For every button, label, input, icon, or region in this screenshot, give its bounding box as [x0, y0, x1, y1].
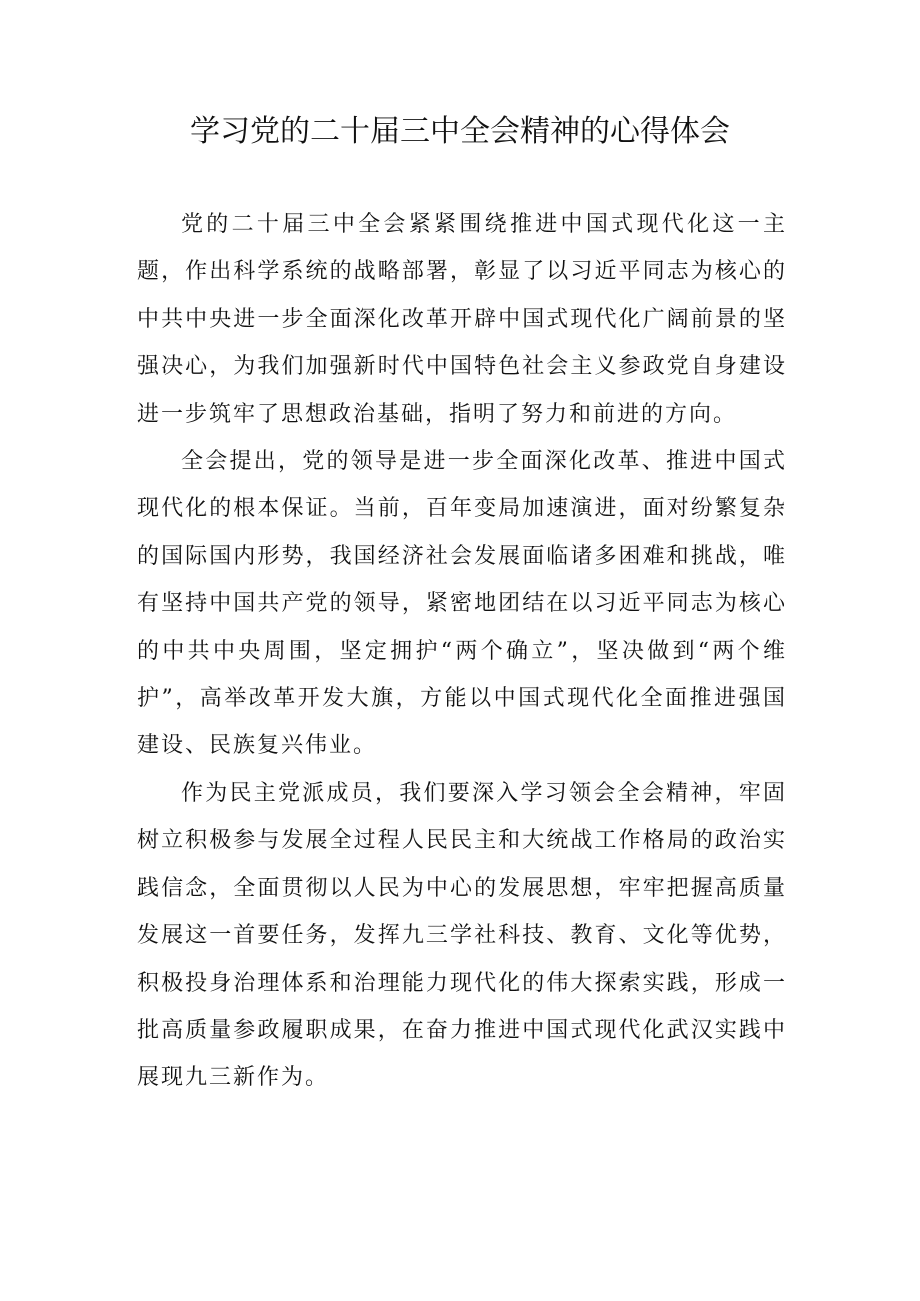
- document-body: [137, 201, 787, 1102]
- document-title: 学习党的二十届三中全会精神的心得体会: [190, 114, 730, 149]
- paragraph-1: 党的二十届三中全会紧紧围绕推进中国式现代化这一主题，作出科学系统的战略部署，彰显了以习近平同志为核心的中共中央进一步全面深化改革开辟中国式现代化广阔前景的坚强决心，为我们加强新时代中国特色社会主义参政党自身建设进一步筑牢了思想政治基础，指明了努力和前进的方向。: [137, 212, 787, 427]
- paragraph-2: 全会提出，党的领导是进一步全面深化改革、推进中国式现代化的根本保证。当前，百年变局加速演进，面对纷繁复杂的国际国内形势，我国经济社会发展面临诸多困难和挑战，唯有坚持中国共产党的领导，紧密地团结在以习近平同志为核心的中共中央周围，坚定拥护“两个确立”，坚决做到“两个维护”，高举改革开发大旗，方能以中国式现代化全面推进强国建设、民族复兴伟业。: [137, 449, 787, 759]
- paragraph-3: 作为民主党派成员，我们要深入学习领会全会精神，牢固树立积极参与发展全过程人民民主和大统战工作格局的政治实践信念，全面贯彻以人民为中心的发展思想，牢牢把握高质量发展这一首要任务，发挥九三学社科技、教育、文化等优势，积极投身治理体系和治理能力现代化的伟大探索实践，形成一批高质量参政履职成果，在奋力推进中国式现代化武汉实践中展现九三新作为。: [137, 780, 787, 1091]
